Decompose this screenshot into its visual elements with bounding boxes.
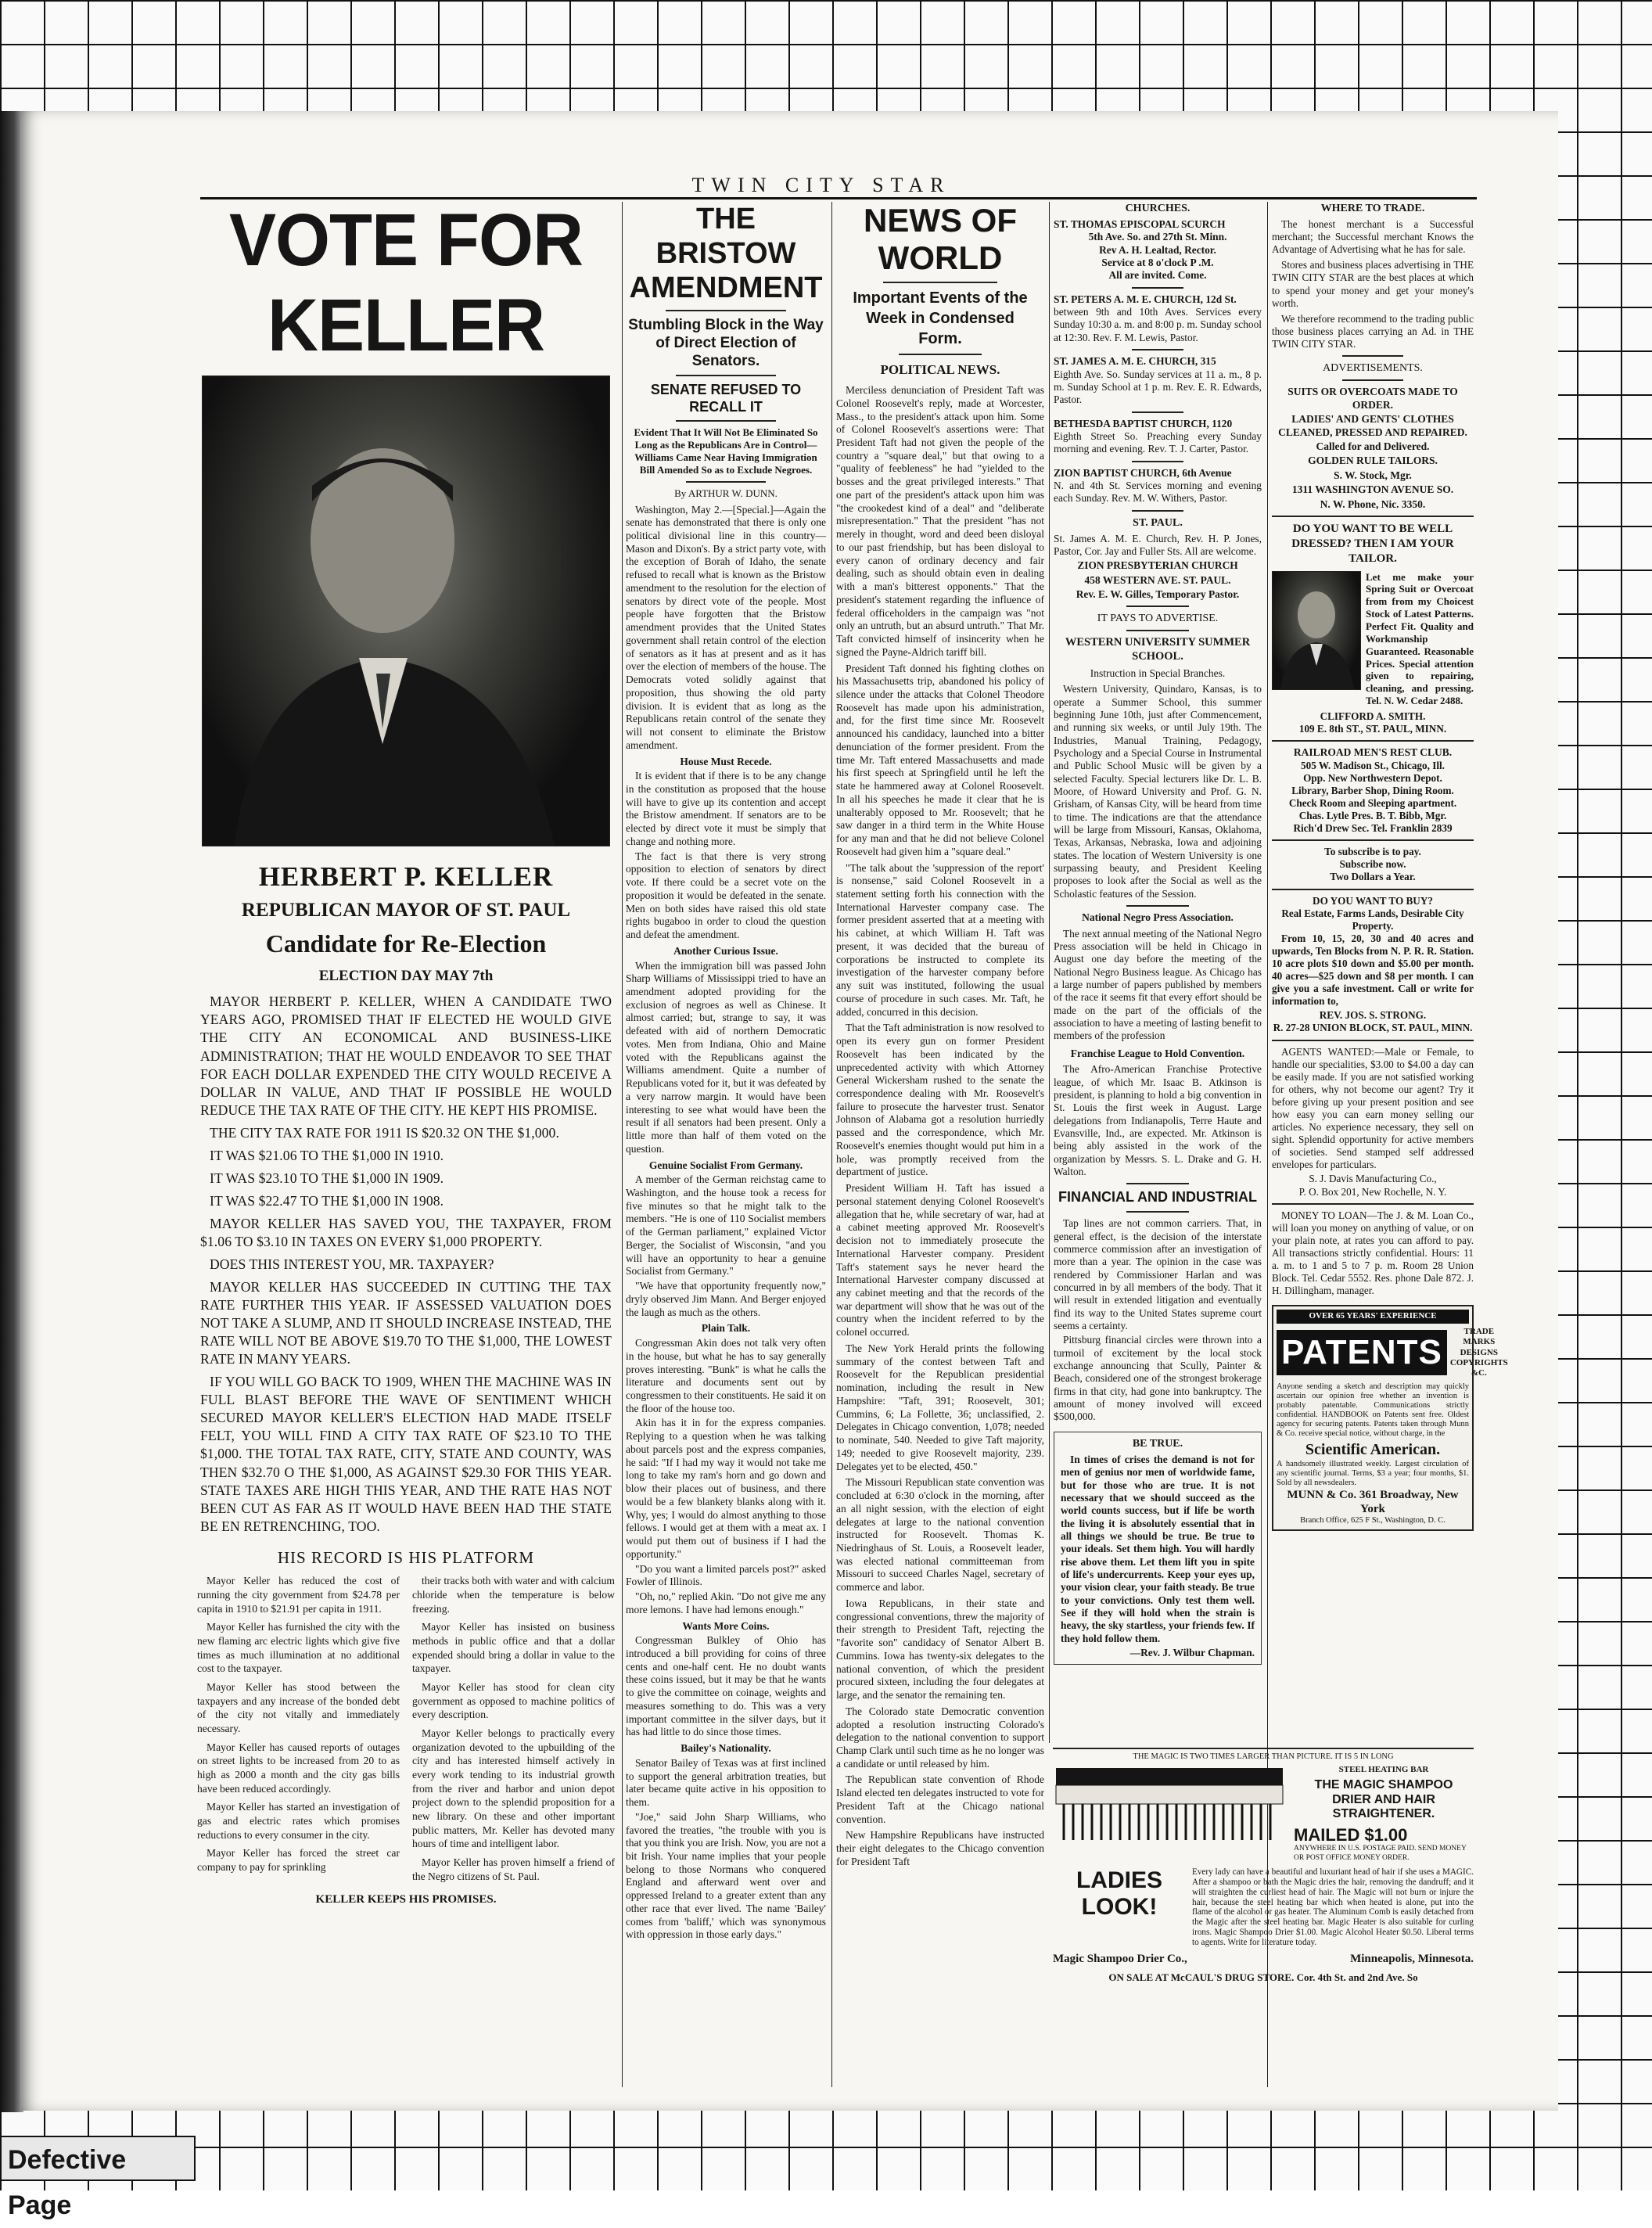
paragraph: "Do you want a limited parcels post?" asked Fowler of Illinois. [626,1562,826,1588]
paragraph: IT WAS $22.47 TO THE $1,000 IN 1908. [210,1192,444,1209]
agents-sig-2: P. O. Box 201, New Rochelle, N. Y. [1298,1185,1447,1198]
golden-rule-line: N. W. Phone, Nic. 3350. [1320,498,1426,510]
churches-title: CHURCHES. [1125,203,1191,214]
bristow-deck1: Stumbling Block in the Way of Direct Election of Senators. [628,317,824,369]
tailor-portrait-photo [1272,571,1361,690]
paragraph: IT WAS $21.06 TO THE $1,000 IN 1910. [210,1147,444,1163]
paragraph: MAYOR KELLER HAS SUCCEEDED IN CUTTING THE TAX RATE FURTHER THIS YEAR. IF ASSESSED VALUATION DOES NOT TAKE A SLUMP, AND IT SHOULD INCREASE INSTEAD, THE RATE WILL NOT BE ABOVE $19.70 TO THE $1,000, THE LOWEST RATE IN MANY YEARS. [200,1279,612,1367]
buy-sub: Real Estate, Farms Lands, Desirable City Property. [1281,907,1464,932]
patents-sa-body: A handsomely illustrated weekly. Largest circulation of any scientific journal. Terms, $3 a year; four months, $1. Sold by all newsdealers. [1277,1459,1469,1487]
bristow-byline: By ARTHUR W. DUNN. [674,487,778,500]
paragraph: A member of the German reichstag came to Washington, and the house took a recess for five minutes so that he might talk to the members. "He is one of 110 Socialist members of the German parliament," explained Victor Berger, the Socialist of Wisconsin, "and you will have an opportunity to hear a genuine Socialist from Germany." [626,1173,826,1278]
paragraph: MAYOR HERBERT P. KELLER, WHEN A CANDIDATE TWO YEARS AGO, PROMISED THAT IF ELECTED HE WOULD GIVE THE CITY AN ECONOMICAL AND BUSINESS-LIKE ADMINISTRATION; THAT HE WOULD ENDEAVOR TO SEE THAT FOR EACH DOLLAR EXPENDED THE CITY WOULD RECEIVE A DOLLAR IN VALUE, AND THAT IF POSSIBLE HE WOULD REDUCE THE TAX RATE OF THE CITY. HE KEPT HIS PROMISE. [200,994,612,1118]
be-true-box [1054,1432,1262,1666]
ads-title: ADVERTISEMENTS. [1323,362,1423,375]
divider [1342,355,1402,357]
stpaul-heading: ST. PAUL. [1133,516,1183,529]
agents-body: AGENTS WANTED:—Male or Female, to handle our specialities, $3.00 to $4.00 a day can be easily made. If you are not satisfied working for others, why not become our agent? Try it before giving up your present position and see how easy you can earn money selling our articles. No experience necessary, they sell on sight. Splendid opportunity for active members of societies. Send stamped self addressed envelopes for particulars. [1272,1045,1474,1171]
patents-branch: Branch Office, 625 F St., Washington, D. C. [1300,1516,1446,1525]
railroad-line: Opp. New Northwestern Depot. [1303,771,1442,784]
paragraph: Congressman Akin does not talk very often in the house, but what he has to say generally proves interesting. "Bunk" is what he calls the literature and documents sent out by congressmen to their constituents. He said it on the floor of the house too. [626,1337,826,1414]
magic-mailed-note: ANYWHERE IN U.S. POSTAGE PAID. SEND MONEY OR POST OFFICE MONEY ORDER. [1294,1845,1467,1862]
paragraph: Mayor Keller has proven himself a friend of the Negro citizens of St. Paul. [412,1856,615,1882]
paragraph: Stores and business places advertising in THE TWIN CITY STAR are the best places at which to spend your money and get your money's worth. [1272,259,1474,309]
news-article [836,202,1044,1872]
golden-rule-line: LADIES' AND GENTS' CLOTHES CLEANED, PRESSED AND REPAIRED. [1278,413,1467,438]
divider [1126,606,1189,607]
tailor-address: 109 E. 8th ST., ST. PAUL, MINN. [1298,723,1447,735]
paragraph: We therefore recommend to the trading public those business places carrying an Ad. in THE TWIN CITY STAR. [1272,312,1474,350]
tailor-name: CLIFFORD A. SMITH. [1320,710,1426,723]
golden-rule-line: S. W. Stock, Mgr. [1334,469,1412,481]
negro-press-title: National Negro Press Association. [1082,911,1234,924]
western-sub: Instruction in Special Branches. [1090,667,1226,679]
paragraph: Pittsburg financial circles were thrown into a turmoil of excitement by the local stock exchange announcing that Scully, Painter & Beach, considered one of the strongest brokerage firms in that city, had gone into bankruptcy. The amount of money involved will exceed $500,000. [1054,1334,1262,1423]
masthead: TWIN CITY STAR [691,174,951,196]
subscribe-line-3: Two Dollars a Year. [1330,871,1416,883]
paragraph: Mayor Keller has reduced the cost of running the city government from $24.78 per capita in 1910 to $21.91 per capita in 1911. [197,1575,400,1615]
church-name: BETHESDA BAPTIST CHURCH, 1120 [1054,417,1233,429]
keller-name: HERBERT P. KELLER [258,861,554,892]
magic-ladies: LADIES LOOK! [1076,1867,1162,1920]
paragraph: Mayor Keller has started an investigation of gas and electric rates which promises reductions to every consumer in the city. [197,1801,400,1841]
church-detail: Rev A. H. Lealtad, Rector. [1099,243,1216,256]
paragraph: Senator Bailey of Texas was at first inclined to support the general arbitration treaties, but later became quite active in his opposition to them. [626,1756,826,1809]
paragraph: Mayor Keller has insisted on business methods in public office and that a dollar expended should bring a dollar in value to the taxpayer. [412,1621,615,1675]
paragraph: IT WAS $23.10 TO THE $1,000 IN 1909. [210,1170,444,1186]
divider [666,310,786,311]
paragraph: Mayor Keller has stood for clean city government as opposed to machine politics of every description. [412,1681,615,1721]
paragraph: "We have that opportunity frequently now," dryly observed Jim Mann. And Berger enjoyed the laugh as much as the others. [626,1280,826,1318]
railroad-title: RAILROAD MEN'S REST CLUB. [1293,746,1453,759]
divider [1272,1203,1474,1205]
financial-body [1054,1217,1262,1424]
portrait-figure-icon [203,376,609,846]
news-headline: NEWS OF WORLD [864,202,1017,276]
golden-rule-line: SUITS OR OVERCOATS MADE TO ORDER. [1287,386,1458,411]
be-true-title: BE TRUE. [1132,1437,1183,1450]
subscribe-line-2: Subscribe now. [1339,858,1406,871]
paragraph: Akin has it in for the express companies. Replying to a question when he was talking about parcels post and the express companies, he said: "If I had my way it would not take me long to take my ram's horn and go down and blow their places out of business, and there would be a few blankety blanks along with it. Why, yes; I would do almost anything to those fellows. I would get at them with a meat ax. I would put them out of business if I had the opportunity." [626,1417,826,1560]
be-true-body: In times of crises the demand is not for men of genius nor men of worldwide fame, but for those who are true. It is not necessary that we should succeed as the world counts success, but if life be worth the living it is absolutely essential that in all things we should be true. Be true to your ideals. Set them high. You will hardly rise above them. Let them lift you in spite of life's undercurrents. Keep your eyes up, your vision clear, your faith steady. Be true to your convictions. Only test them well. See if they will hold when the strain is heavy, the sky startless, your friends few. If they hold follow them. [1061,1453,1255,1644]
subheading: Bailey's Nationality. [681,1742,771,1755]
magic-body: Every lady can have a beautiful and luxuriant head of hair if she uses a MAGIC. After a shampoo or bath the Magic dries the hair, removing the dandruff; and it will straighten the curliest head of hair. The Magic will not burn or injure the hair, because the steel heating bar which when heated is alone, put into the flame of the alcohol or gas heater. The Aluminum Comb is easily detached from the Magic after the steel heating bar. Magic Heater is also suitable for curling irons. Magic Shampoo Drier $1.00. Magic Alcohol Heater $0.50. Liberal terms to agents. Write for literature today. [1192,1867,1474,1947]
divider [1126,905,1189,907]
subheading: House Must Recede. [680,755,772,767]
golden-rule-ad [1272,386,1474,511]
divider [1132,287,1184,289]
subheading: Wants More Coins. [682,1619,770,1632]
paragraph: Congressman Bulkley of Ohio has introduced a bill providing for coins of three cents and one-half cent. He no doubt wants these coins issued, but it may be that he wants to give the committee on coinage, weights and measures something to do. This was a very important committee in the silver days, but it has had little to do since those times. [626,1634,826,1738]
patents-sa: Scientific American. [1305,1441,1441,1459]
church-name: ST. JAMES A. M. E. CHURCH, 315 [1054,355,1216,368]
stpaul-line: 458 WESTERN AVE. ST. PAUL. [1084,573,1231,586]
news-political: POLITICAL NEWS. [880,362,1000,377]
magic-price: $1.00 [1364,1824,1408,1845]
paragraph: New Hampshire Republicans have instructed their eight delegates to the Chicago convention for President Taft [836,1829,1044,1867]
keller-candidate: Candidate for Re-Election [265,929,547,958]
keller-closing: KELLER KEEPS HIS PROMISES. [315,1893,497,1906]
church-name: ST. THOMAS EPISCOPAL SCURCH [1054,218,1226,231]
keller-headline: VOTE FOR KELLER [228,199,584,368]
magic-shampoo-ad [1053,1748,1474,2086]
divider [1272,839,1474,841]
railroad-lines [1272,760,1474,836]
divider [1126,1211,1189,1213]
paragraph: Iowa Republicans, in their state and congressional conventions, threw the majority of their strength to President Taft, rejecting the "favorite son" candidacy of Senator Albert B. Cummins. Iowa has twenty-six delegates to the national convention, of which the president procured sixteen, including the four delegates at large, and the senator the remaining ten. [836,1597,1044,1702]
buy-name: REV. JOS. S. STRONG. [1319,1009,1427,1022]
record-right-column [412,1574,615,1888]
church-detail: between 9th and 10th Aves. Services every Sunday 10:30 a. m. and 8:00 p. m. Sunday school at 12:30. Rev. F. M. Lewis, Pastor. [1054,306,1262,343]
buy-body: From 10, 15, 20, 30 and 40 acres and upwards, Ten Blocks from N. P. R. R. Station. 10 acre plots $10 down and $5.00 per month. 40 acres—$25 down and $8 per month. I can give you a safe investment. Call or write for information to, [1272,932,1474,1008]
divider [1272,889,1474,890]
subheading: Another Curious Issue. [673,944,778,957]
divider [676,375,776,376]
bristow-deck2: SENATE REFUSED TO RECALL IT [650,382,802,415]
paragraph: "Joe," said John Sharp Williams, who favored the treaties, "the trouble with you is that you think you are Irish. Now, you are not a bit Irish. Your name implies that your people belong to those Normans who conquered England and afterward went over and oppressed Ireland to a greater extent than any other race that ever lived. The name 'Bailey' comes from 'baliff,' which was synonymous with oppression in those early days." [626,1810,826,1941]
column-rule [831,202,832,2087]
railroad-line: Check Room and Sleeping apartment. [1288,796,1457,809]
magic-bar-label: STEEL HEATING BAR [1338,1765,1429,1775]
franchise-body: The Afro-American Franchise Protective league, of which Mr. Isaac B. Atkinson is president, is planning to hold a big convention in St. Louis the first week in August. Large delegations from Indianapolis, Terre Haute and Evansville, Ind., are expected. Mr. Atkinson is being ably assisted in the work of the organization by Messrs. S. L. Drake and G. H. Walton. [1054,1063,1262,1177]
defective-page-label: Defective Page [0,2136,196,2181]
church-detail: N. and 4th St. Services morning and evening each Sunday. Rev. M. W. Withers, Pastor. [1054,479,1262,505]
paragraph: The honest merchant is a Successful merchant; the Successful merchant Knows the Advantage of Advertising what he has for sale. [1272,218,1474,256]
divider [1132,411,1184,413]
church-detail: All are invited. Come. [1108,269,1207,282]
divider [1272,1040,1474,1041]
patents-right: TRADE MARKS DESIGNS COPYRIGHTS &C. [1449,1326,1508,1378]
tailor-figure-icon [1273,572,1360,689]
paragraph: DOES THIS INTEREST YOU, MR. TAXPAYER? [210,1256,494,1272]
golden-rule-line: Called for and Delivered. [1316,440,1430,452]
railroad-line: 505 W. Madison St., Chicago, Ill. [1301,759,1445,771]
franchise-title: Franchise League to Hold Convention. [1070,1047,1245,1059]
keller-election-day: ELECTION DAY MAY 7th [318,968,494,985]
divider [1132,510,1184,512]
subheading: Plain Talk. [701,1322,751,1335]
church-name: ZION BAPTIST CHURCH, 6th Avenue [1054,466,1232,479]
paragraph: The Colorado state Democratic convention adopted a resolution instructing Colorado's delegation to the national convention to support Champ Clark until such time as he no longer was a candidate or until released by him. [836,1705,1044,1770]
magic-sale: ON SALE AT McCAUL'S DRUG STORE. Cor. 4th St. and 2nd Ave. So [1108,1971,1418,1983]
divider [1132,461,1184,462]
paragraph: MAYOR KELLER HAS SAVED YOU, THE TAXPAYER, FROM $1.06 TO $3.10 IN TAXES ON EVERY $1,000 PROPERTY. [200,1215,612,1249]
churches-column [1054,202,1262,1665]
divider [1272,516,1474,517]
paragraph: That the Taft administration is now resolved to open its every gun on former President Roosevelt has been indicated by the unprecedented activity with which Attorney General Wickersham rushed to the senate the correspondence dealing with Mr. Roosevelt's failure to prosecute the harvester trust. Senator Johnson of Alabama got a resolution hurriedly passed and the correspondence, which Mr. Roosevelt's enemies thought would put him in a hole, was promptly received from the department of justice. [836,1022,1044,1178]
stpaul-line: Rev. E. W. Gilles, Temporary Pastor. [1076,588,1240,601]
paragraph: IF YOU WILL GO BACK TO 1909, WHEN THE MACHINE WAS IN FULL BLAST BEFORE THE WAVE OF SENTIMENT WHICH SECURED MAYOR KELLER'S ELECTION HAD MADE ITSELF FELT, YOU WILL FIND A CITY TAX RATE OF $23.10 TO THE $1,000. THE TOTAL TAX RATE, CITY, STATE AND COUNTY, WAS THEN $32.70 O THE $1,000, AS AGAINST $29.30 FOR THIS YEAR. STATE TAXES ARE HIGH THIS YEAR, AND THE RATE HAS NOT BEEN CUT AS FAR AS IT WOULD HAVE BEEN HAD THE STATE BE EN RETRENCHING, TOO. [200,1374,612,1534]
subheading: Genuine Socialist From Germany. [648,1159,803,1171]
divider [676,420,776,422]
paragraph: Washington, May 2.—[Special.]—Again the senate has demonstrated that there is only one political divisional line in this country—Mason and Dixon's. By a strict party vote, with the exception of Borah of Idaho, the senate refused to recall what is known as the Bristow amendment to the resolution for the election of senators by direct vote of the people. Most people have forgotten that the Bristow amendment provides that the United States government shall retain control of the election of senators as it has at present and as it has over the election of members of the house. The Democrats voted solidly against that proposition, thus showing the old party division. It is evident that as long as the Republicans retain control of the senate they will not consent to eliminate the Bristow amendment. [626,503,826,751]
divider [883,282,997,283]
paragraph: Merciless denunciation of President Taft was Colonel Roosevelt's reply, made at Worcester, Mass., to the president's attack upon him. Some of Colonel Roosevelt's assertions were: That President Taft had not given the people of the country a "square deal," but that owing to a "quality of feebleness" he had "yielded to the bosses and the great privileged interests." That one part of the president's attack upon him was "the crookedest kind of a deal" and "deliberate misrepresentation." That the president "has not merely in thought, word and deed been disloyal to our past friendship, but has been disloyal to every canon of ordinary decency and fair dealing, such as should obtain even in dealing with a man's bitterest opponents." That the president's statement regarding the influence of federal officeholders in the campaign was "not only an untruth, but an absurd untruth." That Mr. Taft convicted himself of insincerity when he signed the Payne-Aldrich tariff bill. [836,384,1044,658]
railroad-line: Chas. Lytle Pres. B. T. Bibb, Mgr. [1298,810,1447,822]
agents-sig-1: S. J. Davis Manufacturing Co., [1309,1173,1437,1185]
divider [1342,379,1402,381]
ads-column [1272,202,1508,1531]
paragraph: Mayor Keller belongs to practically every organization devoted to the upbuilding of the city and has interested himself actively in every work tending to its industrial growth from the river and harbor and union depot project down to the splendid proposition for a new library. On these and other important public matters, Mr. Keller has devoted many hours of time and intelligent labor. [412,1727,615,1850]
church-name: ST. PETERS A. M. E. CHURCH, 12d St. [1054,293,1237,305]
magic-top: THE MAGIC IS TWO TIMES LARGER THAN PICTURE. IT IS 5 IN LONG [1133,1752,1394,1761]
paragraph: their tracks both with water and with calcium chloride when the temperature is below freezing. [412,1575,615,1615]
church-detail: Eighth Street So. Preaching every Sunday morning and evening. Rev. T. J. Carter, Pastor. [1054,429,1262,455]
paragraph: When the immigration bill was passed John Sharp Williams of Mississippi tried to have an amendment adopted providing for the exclusion of negroes as well as Chinese. It almost carried; but, strange to say, it was defeated with aid of northern Democratic votes. Men from Indiana, Ohio and Maine voted with the Republicans against the Williams amendment. Quite a number of Republicans voted for it, but it was defeated by a very narrow margin. It would have been interesting to see what would have been the result if all senators had been present. Only a little more than half of them voted on the question. [626,959,826,1155]
divider [1126,630,1189,631]
bristow-deck3: Evident That It Will Not Be Eliminated So Long as the Republicans Are in Control—Williams Came Near Having Immigration Bill Amended So as to Exclude Negroes. [634,426,818,476]
record-left-column [197,1574,400,1888]
stpaul-line: St. James A. M. E. Church, Rev. H. P. Jones, Pastor, Cor. Jay and Fuller Sts. All are welcome. [1054,532,1262,558]
church-list [1054,218,1262,512]
golden-rule-line: GOLDEN RULE TAILORS. [1308,455,1438,467]
negro-press-body: The next annual meeting of the National Negro Press association will be held in Chicago in August one day before the meeting of the National Negro Business league. As Chicago has a large number of papers published by members of the race it seems fit that every effort should be made on the part of the officials of the association to have a meeting of lasting benefit to members of the profession [1054,927,1262,1042]
church-detail: Eighth Ave. So. Sunday services at 11 a. m., 8 p. m. Sunday School at 1 p. m. Rev. E. R. Edwards, Pastor. [1054,368,1262,406]
stpaul-line: ZION PRESBYTERIAN CHURCH [1077,559,1238,572]
bristow-headline: THE BRISTOW AMENDMENT [629,203,823,304]
loan-body: MONEY TO LOAN—The J. & M. Loan Co., will loan you money on anything of value, or on your plain note, at rates you can afford to pay. All transactions strictly confidential. Hours: 11 a. m. to 1 and 5 to 7 p. m. Room 28 Union Block. Tel. Cedar 5552. Res. phone Dale 872. J. H. Dillingham, manager. [1272,1209,1474,1297]
western-title: WESTERN UNIVERSITY SUMMER SCHOOL. [1065,636,1251,663]
church-detail: Service at 8 o'clock P .M. [1101,257,1214,269]
patents-ad [1272,1305,1508,1531]
patents-word: PATENTS [1277,1330,1447,1375]
magic-mailed: MAILED [1294,1824,1360,1845]
divider [899,354,982,355]
railroad-line: Rich'd Drew Sec. Tel. Franklin 2839 [1293,822,1453,835]
trade-body [1272,218,1474,350]
tailor-headline: DO YOU WANT TO BE WELL DRESSED? THEN I AM YOUR TAILOR. [1291,523,1454,565]
keller-body [200,993,612,1535]
paragraph: Mayor Keller has caused reports of outages on street lights to be increased from 20 to as high as 2000 a month and the city gas bills have been reduced accordingly. [197,1741,400,1795]
divider [1272,740,1474,742]
bristow-article [626,202,826,1943]
magic-brand: THE MAGIC SHAMPOO DRIER AND HAIR STRAIGHTENER. [1314,1778,1453,1821]
column-rule [622,202,623,2087]
divider [1126,1183,1189,1184]
trade-title: WHERE TO TRADE. [1320,203,1425,214]
paragraph: The fact is that there is very strong opposition to election of senators by direct vote. If there could be a secret vote on the proposition it would be defeated in the senate. Men on both sides have raised this old state rights bugaboo in order to cloud the question and defeat the amendment. [626,850,826,941]
railroad-line: Library, Barber Shop, Dining Room. [1291,784,1454,796]
news-deck: Important Events of the Week in Condensed Form. [853,289,1028,347]
news-body [836,384,1044,1869]
magic-city: Minneapolis, Minnesota. [1350,1952,1474,1965]
western-body: Western University, Quindaro, Kansas, is to operate a Summer School, this summer beginning June 10th, just after Commencement, and running six weeks, or until July 19th. The Industries, Manual Training, Pedagogy, Psychology and a Special Course in Instrumental and Public School Music will be given by a selected Faculty. Special lecturers like Dr. L. B. Moore, of Howard University and Prof. G. N. Grisham, of Kansas City, will be heard from time to time. The indications are that the attendance will be large from Missouri, Kansas, Oklahoma, Texas, Arkansas, Nebraska, Iowa and adjoining states. The location of Western University is one surpassing beauty, and President Keeling proposes to look after the Social as well as the Scholastic features of the Session. [1054,683,1262,900]
golden-rule-line: 1311 WASHINGTON AVENUE SO. [1291,483,1454,496]
magic-company: Magic Shampoo Drier Co., [1053,1952,1187,1965]
subscribe-line-1: To subscribe is to pay. [1324,846,1421,858]
keller-subtitle: REPUBLICAN MAYOR OF ST. PAUL [241,899,571,921]
paragraph: The Republican state convention of Rhode Island elected ten delegates instructed to vote for President Taft at the Chicago national convention. [836,1773,1044,1825]
paragraph: The New York Herald prints the following summary of the contest between Taft and Roosevelt for the Republican presidential nomination, including the result in New Hampshire: "Taft, 391; Roosevelt, 301; Cummins, 6; La Follette, 36; unclassified, 2. Delegates in Chicago convention, 1,078; needed to nominate, 540. Needed to give Taft majority, 149; needed to give Roosevelt majority, 239. Delegates yet to be elected, 450." [836,1342,1044,1472]
stpaul-list [1054,533,1262,602]
paragraph: Mayor Keller has furnished the city with the new flaming arc electric lights which give five times as much illumination at no additional cost to the taxpayer. [197,1621,400,1675]
paragraph: Mayor Keller has stood between the taxpayers and any increase of the bonded debt of the city not vitally and immediately necessary. [197,1681,400,1735]
church-detail: 5th Ave. So. and 27th St. Minn. [1088,231,1227,243]
magic-comb-icon [1053,1765,1287,1843]
keller-portrait-photo [202,376,610,846]
keller-ad [197,199,615,1907]
divider [1132,349,1184,350]
paragraph: The Missouri Republican state convention was concluded at 6:30 o'clock in the morning, after an all night session, with the election of eight delegates at large to the national convention instructed for Roosevelt. Thomas K. Niedringhaus of St. Louis, a Roosevelt leader, was elected national committeeman from Missouri to succeed Charles Nagel, secretary of commerce and labor. [836,1476,1044,1594]
paragraph: "The talk about the 'suppression of the report' is nonsense," said Colonel Roosevelt in a statement setting forth his connection with the International Harvester company case. The former president asserted that at a meeting with his cabinet, at which William H. Taft was present, it was decided that the bureau of corporations be instructed to complete its investigation of the harvester company before any suit was instituted, following the usual course of procedure in such cases. Mr. Taft, he added, concurred in this decision. [836,861,1044,1018]
paragraph: "Oh, no," replied Akin. "Do not give me any more lemons. I have had lemons enough." [626,1590,826,1615]
paragraph: President Taft donned his fighting clothes on his Massachusetts trip, abandoned his policy of silence under the attacks that Colonel Theodore Roosevelt has made upon his administration, and, for the first time since Mr. Roosevelt announced his candidacy, launched into a bitter denunciation of the former president. From the time Mr. Taft entered Massachusetts and made his first speech at Springfield until he left the state he hammered away at Colonel Roosevelt. In all his speeches he made it clear that he is unalterably opposed to Mr. Roosevelt; that he saw danger in a third term in the White House for any man and that he did not believe Colonel Roosevelt had given him a "square deal." [836,662,1044,857]
bristow-body [626,504,826,1942]
financial-title: FINANCIAL AND INDUSTRIAL [1058,1189,1257,1206]
buy-title: DO YOU WANT TO BUY? [1313,894,1433,907]
patents-top: OVER 65 YEARS' EXPERIENCE [1277,1310,1469,1323]
record-heading: HIS RECORD IS HIS PLATFORM [277,1547,535,1567]
patents-body: Anyone sending a sketch and description may quickly ascertain our opinion free whether an invention is probably patentable. Communications strictly confidential. HANDBOOK on Patents sent free. Oldest agency for securing patents. Patents taken through Munn & Co. receive special notice, without charge, in the [1277,1382,1469,1439]
pays-to-advertise: IT PAYS TO ADVERTISE. [1097,613,1219,625]
divider [686,481,766,483]
paragraph: Tap lines are not common carriers. That, in general effect, is the decision of the interstate commerce commission after an investigation of more than a year. The opinion in the case was rendered by Commissioner Harlan and was concurred in by all members of the body. That it will result in extended litigation and eventually find its way to the United States supreme court seems a certainty. [1054,1217,1262,1331]
column-rule [1049,202,1050,1743]
paragraph: Mayor Keller has forced the street car company to pay for sprinkling [197,1847,400,1874]
patents-munn: MUNN & Co. 361 Broadway, New York [1287,1488,1459,1516]
be-true-author: —Rev. J. Wilbur Chapman. [1129,1646,1255,1658]
paragraph: THE CITY TAX RATE FOR 1911 IS $20.32 ON THE $1,000. [210,1124,559,1141]
tailor-body: Let me make your Spring Suit or Overcoat from from my Choicest Stock of Latest Patterns. Perfect Fit. Quality and Workmanship Guaranteed. Reasonable Prices. Special attention given to repairing, cleaning, and pressing. Tel. N. W. Cedar 2488. [1366,570,1474,707]
buy-address: R. 27-28 UNION BLOCK, ST. PAUL, MINN. [1273,1022,1473,1034]
paragraph: It is evident that if there is to be any change in the constitution as proposed that the house will have to give up its contention and accept the Bristow amendment. If senators are to be elected by direct vote it must be simply that change and nothing more. [626,770,826,847]
paragraph: President William H. Taft has issued a personal statement denying Colonel Roosevelt's allegation that he, while secretary of war, had at a cabinet meeting approved Mr. Roosevelt's decision not to immediately prosecute the International Harvester company. President Taft's statement says he never heard the International Harvester company discussed at any cabinet meeting and that the records of the war department will show that he was out of the country when the incident referred to by the colonel occurred. [836,1182,1044,1339]
